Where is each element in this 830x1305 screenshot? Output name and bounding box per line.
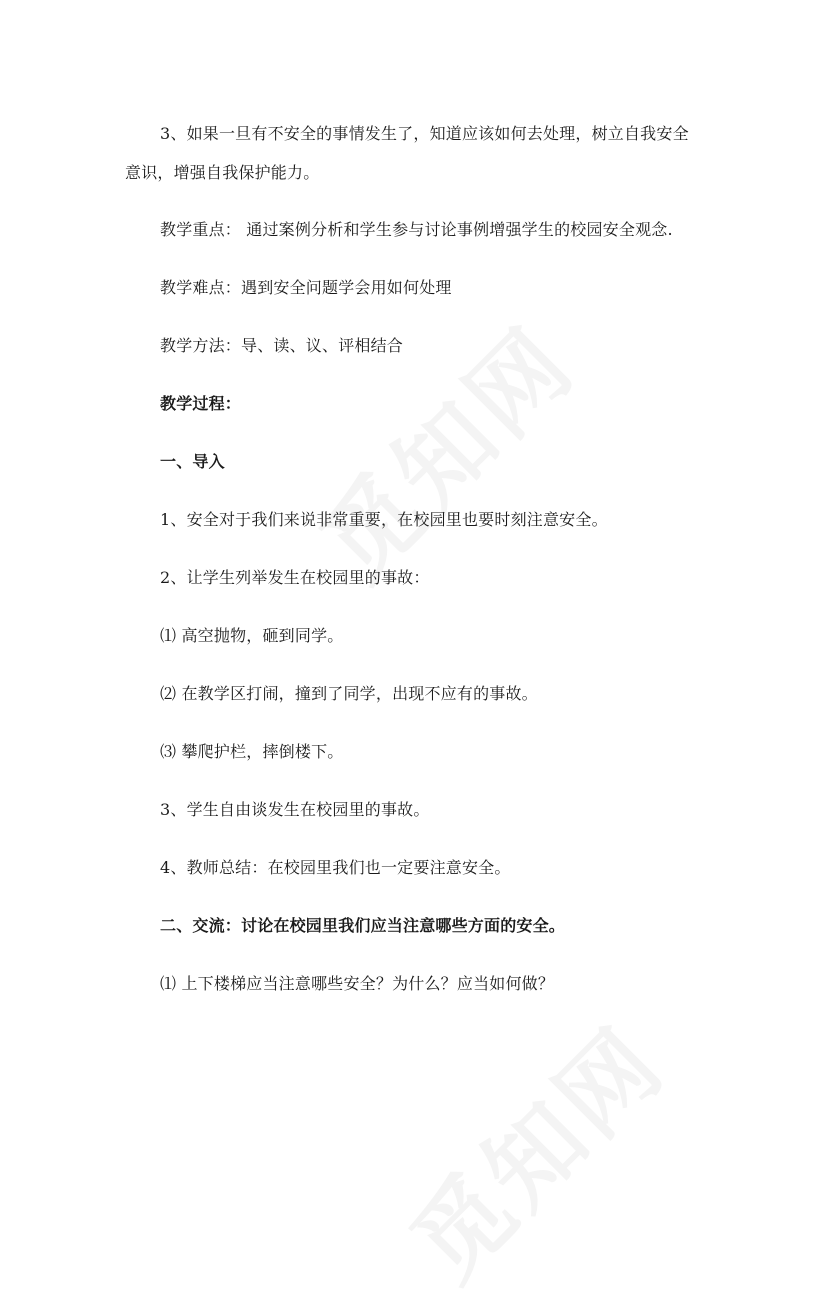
section-heading-intro: 一、导入 xyxy=(160,452,225,471)
sub-list-item: ⑶ 攀爬护栏，摔倒楼下。 xyxy=(160,742,344,761)
list-item: 1、安全对于我们来说非常重要，在校园里也要时刻注意安全。 xyxy=(160,510,608,529)
section-heading-process: 教学过程： xyxy=(160,394,242,413)
list-item: 3、学生自由谈发生在校园里的事故。 xyxy=(160,800,430,819)
teaching-difficulty: 教学难点：遇到安全问题学会用如何处理 xyxy=(160,278,452,297)
watermark xyxy=(376,992,689,1305)
list-item: 2、让学生列举发生在校园里的事故： xyxy=(160,568,430,587)
paragraph-objective-3-continued: 意识，增强自我保护能力。 xyxy=(125,163,320,182)
teaching-method: 教学方法：导、读、议、评相结合 xyxy=(160,336,404,355)
teaching-focus: 教学重点： 通过案例分析和学生参与讨论事例增强学生的校园安全观念. xyxy=(160,220,673,239)
sub-list-item: ⑴ 高空抛物，砸到同学。 xyxy=(160,626,344,645)
sub-list-item: ⑴ 上下楼梯应当注意哪些安全？为什么？应当如何做？ xyxy=(160,974,555,993)
paragraph-objective-3: 3、如果一旦有不安全的事情发生了，知道应该如何去处理，树立自我安全 xyxy=(160,124,689,143)
sub-list-item: ⑵ 在教学区打闹，撞到了同学，出现不应有的事故。 xyxy=(160,684,538,703)
section-heading-discussion: 二、交流：讨论在校园里我们应当注意哪些方面的安全。 xyxy=(160,916,566,935)
list-item: 4、教师总结：在校园里我们也一定要注意安全。 xyxy=(160,858,511,877)
